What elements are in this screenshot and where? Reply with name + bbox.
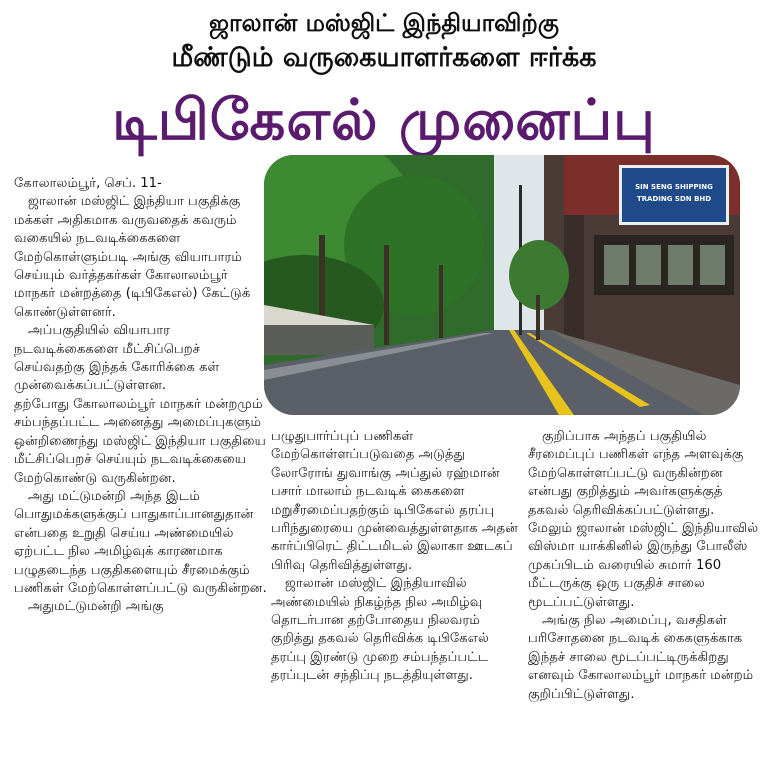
kicker-line-1: ஜாலான் மஸ்ஜிட் இந்தியாவிற்கு xyxy=(209,9,559,37)
dateline: கோலாலம்பூர், செப். 11- xyxy=(14,176,162,191)
street-photo xyxy=(264,155,740,415)
article-column-1 xyxy=(14,175,272,617)
kicker-line-2: மீண்டும் வருகையாளர்களை ஈர்க்க xyxy=(171,42,597,73)
paragraph: தற்போது கோலாலம்பூர் மாநகர் மன்றமும் சம்பந்தப்பட்ட அனைத்து அமைப்புகளும் ஒன்றிணைந்து மஸ்ஜிட் இந்தியா பகுதியை மீட்சிப்பெறச் செய்யும் நடவடிக்கையை மேற்கொண்டு வருகின்றன. xyxy=(14,396,266,486)
paragraph: ஜாலான் மஸ்ஜிட் இந்தியாவில் அண்மையில் நிகழ்ந்த நில அமிழ்வு தொடர்பான தற்போதைய நிலவரம் குறித்து தகவல் தெரிவிக்க டிபிகேஎல் தரப்பு இரண்டு முறை சம்பந்தப்பட்ட தரப்புடன் சந்திப்பு நடத்தியுள்ளது. xyxy=(271,576,489,684)
article-column-3 xyxy=(528,428,762,704)
article-column-2 xyxy=(271,428,519,686)
paragraph: அதுமட்டுமன்றி அங்கு xyxy=(28,599,164,615)
svg-text:SIN SENG SHIPPING: SIN SENG SHIPPING xyxy=(635,183,713,191)
paragraph: குறிப்பாக அந்தப் பகுதியில் சீரமைப்புப் பணிகள் எந்த அளவுக்கு மேற்கொள்ளப்பட்டு வருகின்றன என்பது குறித்தும் அவர்களுக்குத் தகவல் தெரிவிக்கப்பட்டுள்ளது. மேலும் ஜாலான் மஸ்ஜிட் இந்தியாவில் விஸ்மா யாக்கினில் இருந்து போலீஸ் முகப்பிடம் வரையில் சுமார் 160 மீட்டருக்கு ஒரு பகுதிச் சாலை மூடப்பட்டுள்ளது. xyxy=(528,429,759,610)
paragraph: பழுதுபார்ப்புப் பணிகள் மேற்கொள்ளப்படுவதை அடுத்து லோரோங் துவாங்கு அப்துல் ரஹ்மான் பசார் மாலாம் நடவடிக் கைகளை மறுசீரமைப்பதற்கும் டிபிகேஎல் தரப்பு பரிந்துரையை முன்வைத்துள்ளதாக அதன் கார்ப்பிரெட் திட்டமிடல் இலாகா ஊடகப் பிரிவு தெரிவித்துள்ளது. xyxy=(271,429,518,573)
main-headline: டிபிகேஎல் முனைப்பு xyxy=(112,88,656,153)
paragraph: அது மட்டுமன்றி அந்த இடம் பொதுமக்களுக்குப் பாதுகாப்பானதுதான் என்பதை உறுதி செய்ய அண்மையில் ஏற்பட்ட நில அமிழ்வுக் காரணமாக பழுதடைந்த பகுதிகளையும் சீரமைக்கும் பணிகள் மேற்கொள்ளப்பட்டு வருகின்றன. xyxy=(14,488,267,596)
paragraph: அங்கு நில அமைப்பு, வசதிகள் பரிசோதனை நடவடிக் கைகளுக்காக இந்தச் சாலை மூடப்பட்டிருக்கிறது எனவும் கோலாலம்பூர் மாநகர் மன்றம் குறிப்பிட்டுள்ளது. xyxy=(528,613,754,702)
svg-text:TRADING SDN BHD: TRADING SDN BHD xyxy=(636,195,712,203)
paragraph: ஜாலான் மஸ்ஜிட் இந்தியா பகுதிக்கு மக்கள் அதிகமாக வருவதைக் கவரும் வகையில் நடவடிக்கைகளை மேற்கொள்ளும்படி அங்கு வியாபாரம் செய்யும் வர்த்தகர்கள் கோலாலம்பூர் மாநகர் மன்றத்தை (டிபிகேஎல்) கேட்டுக் கொண்டுள்ளனர். xyxy=(14,194,251,320)
paragraph: அப்பகுதியில் வியாபார நடவடிக்கைகளை மீட்சிப்பெறச் செய்வதற்கு இந்தக் கோரிக்கை கள் முன்வைக்கப்பட்டுள்ளன. xyxy=(14,323,220,394)
